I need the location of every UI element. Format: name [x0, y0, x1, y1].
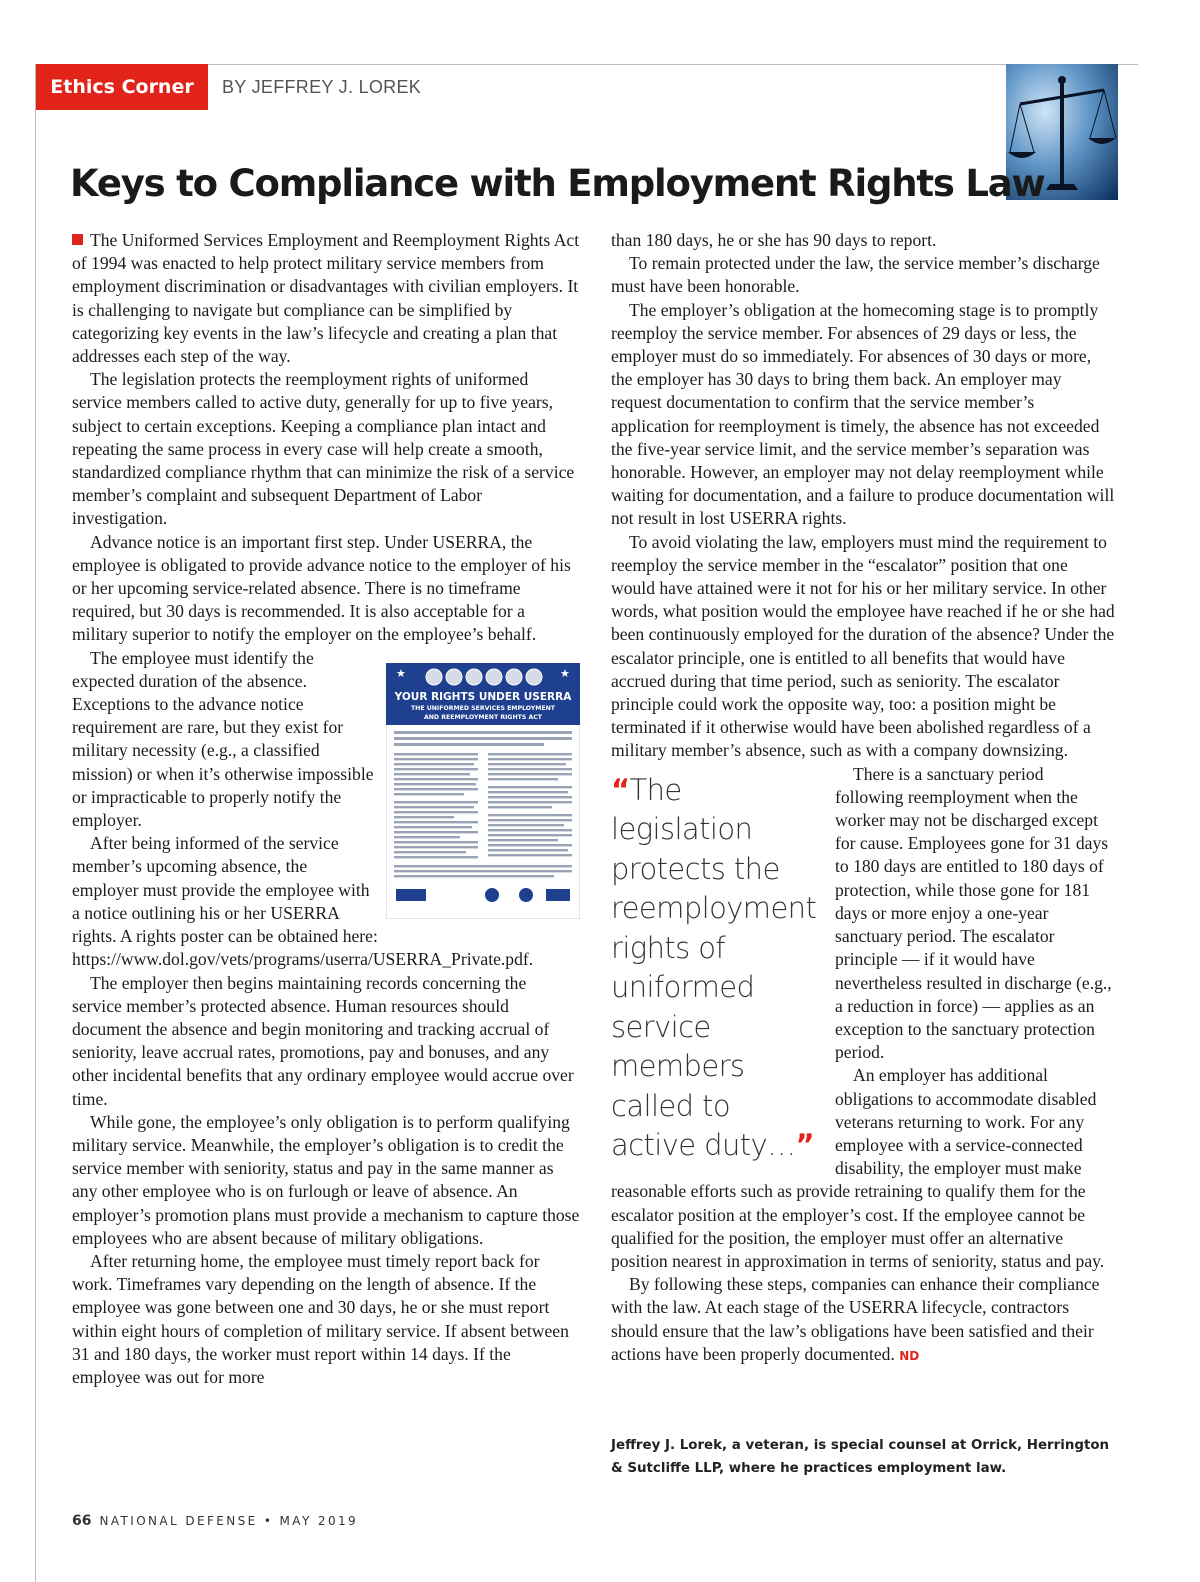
poster-subtitle-2: AND REEMPLOYMENT RIGHTS ACT — [423, 713, 543, 721]
headline: Keys to Compliance with Employment Rights Law — [70, 162, 1045, 205]
section-tag: Ethics Corner — [36, 64, 208, 110]
left-border-rule — [35, 64, 36, 1582]
paragraph: An employer has additional obligations to accommodate disabled veterans returning to work. For any employee with a service-connected disability, the employer must make reasonable efforts such as provide retraining to qualify them for the escalator position at the employer’s cost. If the employee cannot be qualified for the position, the employer must offer an alternative position nearest in approximation in terms of seniority, status and pay. — [611, 1065, 1105, 1271]
pull-quote-close-mark: ” — [795, 1128, 814, 1163]
paragraph: There is a sanctuary period following reemployment when the worker may not be discharged except for cause. Employees gone for 31 days to 180 days are entitled to 180 days of protection, while those gone for 181 days or more enjoy a one-year sanctuary period. The escalator principle — if it would have nevertheless resulted in discharge (e.g., a reduction in force) — applies as an exception to the sanctuary protection period. — [835, 763, 1112, 1063]
paragraph — [611, 1273, 1115, 1368]
page-number: 66 — [72, 1513, 92, 1529]
paragraph: Advance notice is an important first step. Under USERRA, the employee is obligated to provide advance notice to the employer of his or her upcoming service-related absence. There is no timeframe required, but 30 days is recommended. It is also acceptable for a military superior to notify the employer on the employee’s behalf. — [72, 531, 571, 645]
paragraph-text: By following these steps, companies can enhance their compliance with the law. At each stage of the USERRA lifecycle, contractors should ensure that the law’s obligations have been satisfied and their actions have been properly documented. — [611, 1274, 1100, 1364]
paragraph — [72, 229, 580, 368]
paragraph: The employer then begins maintaining records concerning the service member’s protected absence. Human resources should document the absence and begin monitoring and tracking accrual of seniority, leave accrual rates, promotions, pay and bonuses, and any other incidental benefits that any ordinary employee would accrue over time. — [72, 972, 574, 1109]
paragraph: The employer’s obligation at the homecoming stage is to promptly reemploy the service member. For absences of 29 days or less, the employer must do so immediately. For absences of 30 days or more, the employer has 30 days to bring them back. An employer may request documentation to confirm that the service member’s application for reemployment is timely, the absence has not exceeded the five-year service limit, and the service member’s separation was honorable. However, an employer may not delay reemployment while waiting for documentation, and a failure to produce documentation will not result in lost USERRA rights. — [611, 299, 1115, 529]
userra-poster-image — [386, 663, 580, 919]
paragraph: While gone, the employee’s only obligation is to perform qualifying military service. Meanwhile, the employer’s obligation is to credit the service member with seniority, status and pay in the same manner as any other employee who is on furlough or leave of absence. An employer’s promotion plans must provide a mechanism to capture those employees who are absent because of military obligations. — [72, 1111, 580, 1248]
end-mark: ND — [899, 1348, 920, 1363]
paragraph: To avoid violating the law, employers must mind the requirement to reemploy the service member in the “escalator” position that one would have attained were it not for his or her military service. In other words, what position would the employee have reached if he or she had been continuously employed for the duration of the absence? Under the escalator principle, one is entitled to all benefits that would have accrued during that time period, such as seniority. The escalator principle could work the opposite way, too: a position might be terminated if it otherwise would have been abolished regardless of a military member’s absence, such as with a company downsizing. — [611, 531, 1115, 761]
paragraph: The employee must identify the expected duration of the absence. Exceptions to the advance notice requirement are rare, but they exist for military necessity (e.g., a classified mission) or when it’s otherwise impossible or impracticable to properly notify the employer. — [72, 647, 374, 831]
svg-text:★: ★ — [396, 666, 406, 680]
paragraph: The legislation protects the reemployment rights of uniformed service members called to active duty, generally for up to five years, subject to certain exceptions. Keeping a compliance plan intact and repeating the same process in every case will help create a smooth, standardized compliance rhythm that can minimize the risk of a service member’s complaint and subsequent Department of Labor investigation. — [72, 369, 575, 529]
poster-subtitle-1: THE UNIFORMED SERVICES EMPLOYMENT — [410, 704, 556, 712]
pull-quote-text: The legislation protects the reemployment rights of uniformed service members called to active duty… — [611, 772, 817, 1163]
author-bio: Jeffrey J. Lorek, a veteran, is special counsel at Orrick, Herrington & Sutcliffe LLP, where he practices employment law. — [611, 1438, 1110, 1476]
paragraph-text: The Uniformed Services Employment and Reemployment Rights Act of 1994 was enacted to help protect military service members from employment discrimination or disadvantages with civilian employers. It is challenging to navigate but compliance can be simplified by categorizing key events in the law’s lifecycle and creating a plan that addresses each step of the way. — [72, 230, 580, 367]
pull-quote-open-mark: “ — [611, 772, 630, 807]
publication-line: NATIONAL DEFENSE • MAY 2019 — [99, 1514, 359, 1528]
byline: BY JEFFREY J. LOREK — [222, 77, 422, 97]
poster-title: YOUR RIGHTS UNDER USERRA — [394, 690, 572, 703]
red-square-bullet — [72, 234, 83, 245]
pull-quote — [611, 771, 821, 1166]
top-border-rule — [208, 64, 1138, 65]
paragraph: After returning home, the employee must timely report back for work. Timeframes vary depending on the length of absence. If the employee was gone between one and 30 days, he or she must report within eight hours of completion of military service. If absent between 31 and 180 days, the worker must report within 14 days. If the employee was out for more — [72, 1250, 569, 1387]
paragraph: After being informed of the service member’s upcoming absence, the employer must provide the employee with a notice outlining his or her USERRA rights. A rights poster can be obtained here: https://www.dol.gov/vets/programs/userra/USERRA_Private.pdf. — [72, 833, 534, 970]
article-column-left — [72, 229, 580, 1389]
paragraph: than 180 days, he or she has 90 days to report. — [611, 230, 937, 250]
paragraph: To remain protected under the law, the service member’s discharge must have been honorable. — [611, 253, 1100, 297]
article-column-right — [611, 229, 1115, 1368]
svg-text:★: ★ — [560, 666, 570, 680]
page-footer — [72, 1513, 358, 1529]
